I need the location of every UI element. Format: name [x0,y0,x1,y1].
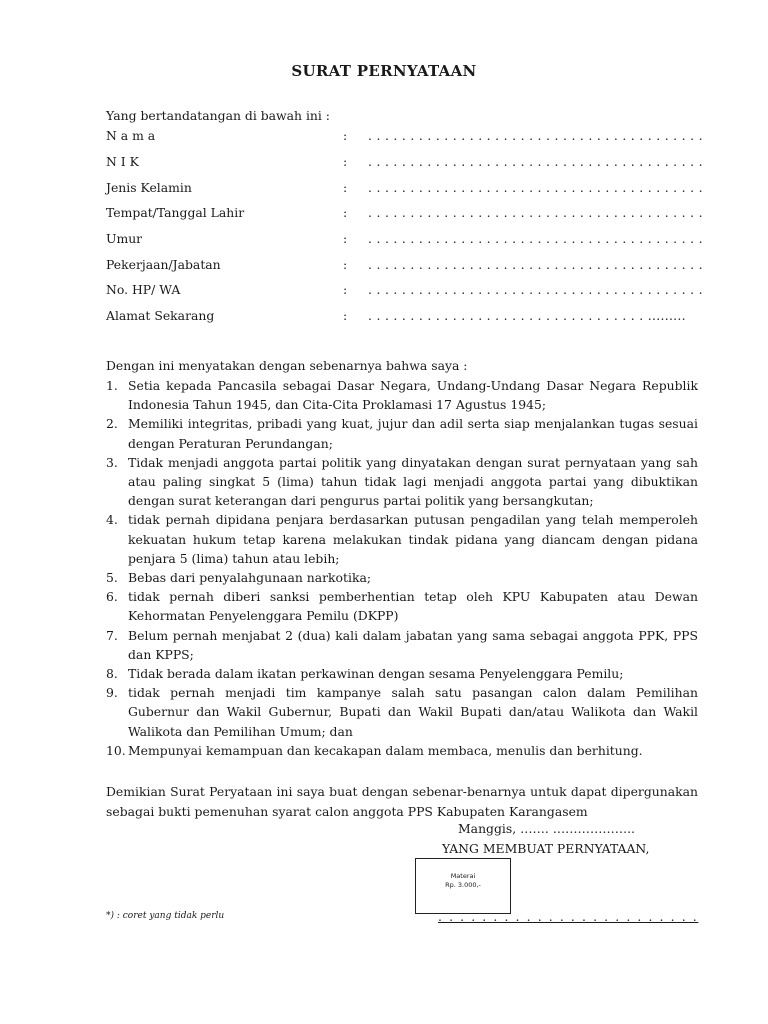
item-number: 9. [106,685,118,701]
field-fill-line: . . . . . . . . . . . . . . . . . . . . . . . . . . . . . . . . . . . . . . . . [368,205,703,220]
statement-item [106,587,698,625]
statement-item [106,626,698,664]
field-label: Umur [106,231,143,246]
statement-list [106,376,698,760]
item-number: 7. [106,627,118,643]
field-fill-line: . . . . . . . . . . . . . . . . . . . . . . . . . . . . . . . . . . . . . . . . [368,154,703,169]
closing-paragraph: Demikian Surat Peryataan ini saya buat dengan sebenar-benarnya untuk dapat dipergunakan sebagai bukti pemenuhan syarat calon anggota PPS Kabupaten Karangasem [106,784,698,819]
field-colon: : [343,282,348,297]
field-colon: : [343,231,348,246]
item-text: Tidak menjadi anggota partai politik yang dinyatakan dengan surat pernyataan yang sah atau paling singkat 5 (lima) tahun tidak lagi menjadi anggota partai yang dibuktikan dengan surat keterangan dari pengurus partai politik yang bersangkutan; [128,454,698,509]
item-text: tidak pernah diberi sanksi pemberhentian tetap oleh KPU Kabupaten atau Dewan Kehormatan Penyelenggara Pemilu (DKPP) [128,589,698,624]
field-colon: : [343,308,348,323]
page-title: SURAT PERNYATAAN [291,62,477,80]
field-label: No. HP/ WA [106,282,181,297]
item-text: Belum pernah menjabat 2 (dua) kali dalam jabatan yang sama sebagai anggota PPK, PPS dan KPPS; [128,627,698,662]
item-text: Memiliki integritas, pribadi yang kuat, jujur dan adil serta siap menjalankan tugas sesuai dengan Peraturan Perundangan; [128,416,698,451]
statement-item [106,568,698,587]
intro-text: Yang bertandatangan di bawah ini : [106,108,330,123]
statement-item [106,376,698,414]
item-number: 10. [106,742,126,758]
item-number: 6. [106,589,118,605]
field-colon: : [343,180,348,195]
item-number: 4. [106,512,118,528]
signature-line: . . . . . . . . . . . . . . . . . . . . . . . . [438,909,699,924]
statement-item [106,453,698,511]
field-fill-line: . . . . . . . . . . . . . . . . . . . . . . . . . . . . . . . . . . . . . . . . [368,180,703,195]
field-colon: : [343,128,348,143]
field-fill-line: . . . . . . . . . . . . . . . . . . . . . . . . . . . . . . . . . ......... [368,308,686,323]
statement-item [106,741,698,760]
item-text: Bebas dari penyalahgunaan narkotika; [128,570,372,586]
item-text: tidak pernah dipidana penjara berdasarkan putusan pengadilan yang telah memperoleh kekuatan hukum tetap karena melakukan tindak pidana yang diancam dengan pidana penjara 5 (lima) tahun atau lebih; [128,512,698,566]
signatory-label: YANG MEMBUAT PERNYATAAN, [442,841,650,856]
field-label: Pekerjaan/Jabatan [106,257,221,272]
field-label: N I K [106,154,139,169]
field-fill-line: . . . . . . . . . . . . . . . . . . . . . . . . . . . . . . . . . . . . . . . . [368,257,703,272]
field-fill-line: . . . . . . . . . . . . . . . . . . . . . . . . . . . . . . . . . . . . . . . . [368,282,703,297]
stamp-label: Materai [450,872,476,880]
field-label: Tempat/Tanggal Lahir [106,205,245,220]
field-fill-line: . . . . . . . . . . . . . . . . . . . . . . . . . . . . . . . . . . . . . . . . [368,128,703,143]
item-text: Mempunyai kemampuan dan kecakapan dalam membaca, menulis dan berhitung. [128,742,643,758]
place-date: Manggis, ……. ……………….. [458,821,635,836]
field-row-nik [106,154,706,172]
field-label: Jenis Kelamin [106,180,192,195]
field-label: N a m a [106,128,156,143]
item-number: 8. [106,666,118,682]
field-colon: : [343,257,348,272]
item-text: Tidak berada dalam ikatan perkawinan dengan sesama Penyelenggara Pemilu; [128,666,624,682]
item-number: 2. [106,416,118,432]
footnote: *) : coret yang tidak perlu [106,911,225,921]
field-colon: : [343,154,348,169]
field-row-tempat-tanggal-lahir [106,205,706,223]
field-row-nama [106,128,706,146]
item-number: 3. [106,454,118,470]
item-text: Setia kepada Pancasila sebagai Dasar Negara, Undang-Undang Dasar Negara Republik Indonesia Tahun 1945, dan Cita-Cita Proklamasi 17 Agustus 1945; [128,378,698,413]
field-row-alamat [106,308,706,326]
stamp-value: Rp. 3.000,- [445,881,481,889]
field-row-umur [106,231,706,249]
field-row-no-hp [106,282,706,300]
statement-intro: Dengan ini menyatakan dengan sebenarnya bahwa saya : [106,358,468,373]
field-colon: : [343,205,348,220]
field-fill-line: . . . . . . . . . . . . . . . . . . . . . . . . . . . . . . . . . . . . . . . . [368,231,703,246]
field-row-jenis-kelamin [106,180,706,198]
stamp-box [415,858,511,914]
field-row-pekerjaan [106,257,706,275]
item-number: 1. [106,378,118,393]
item-number: 5. [106,570,118,586]
statement-item [106,510,698,568]
field-label: Alamat Sekarang [106,308,215,323]
statement-item [106,664,698,683]
statement-item [106,683,698,741]
item-text: tidak pernah menjadi tim kampanye salah satu pasangan calon dalam Pemilihan Gubernur dan Wakil Gubernur, Bupati dan Wakil Bupati dan/atau Walikota dan Wakil Walikota dan Pemilihan Umum; dan [128,685,698,739]
statement-item [106,414,698,452]
